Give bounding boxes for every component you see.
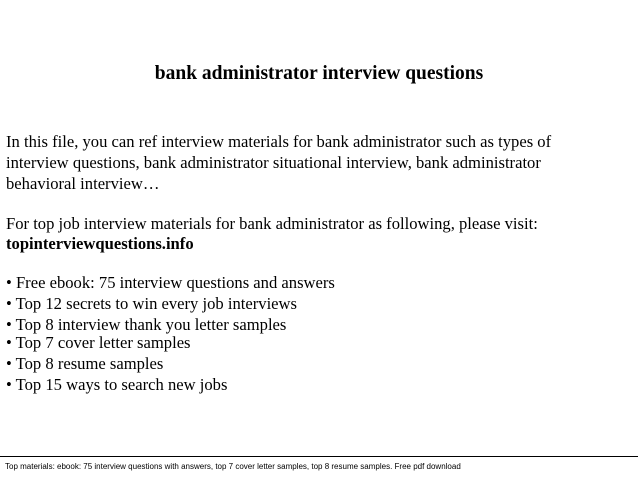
footer-text: Top materials: ebook: 75 interview questions with answers, top 7 cover letter samples, top 8 resume samples. Free pdf download <box>5 462 461 471</box>
list-item: • Top 8 resume samples <box>6 354 164 373</box>
materials-list <box>6 272 632 395</box>
intro-line: In this file, you can ref interview materials for bank administrator such as types of <box>6 132 552 151</box>
list-item: • Top 7 cover letter samples <box>6 333 191 352</box>
page-title: bank administrator interview questions <box>154 63 484 84</box>
list-item: • Free ebook: 75 interview questions and answers <box>6 273 335 292</box>
intro-line: behavioral interview… <box>6 174 160 193</box>
intro-line: interview questions, bank administrator situational interview, bank administrator <box>6 153 541 172</box>
list-item: • Top 8 interview thank you letter samples <box>6 315 287 334</box>
site-link[interactable]: topinterviewquestions.info <box>6 234 194 253</box>
list-item: • Top 15 ways to search new jobs <box>6 375 228 394</box>
visit-text: For top job interview materials for bank administrator as following, please visit: <box>6 214 538 233</box>
visit-paragraph <box>6 214 632 254</box>
intro-paragraph <box>6 131 632 194</box>
list-item: • Top 12 secrets to win every job interviews <box>6 294 297 313</box>
footer-bar <box>0 456 638 479</box>
